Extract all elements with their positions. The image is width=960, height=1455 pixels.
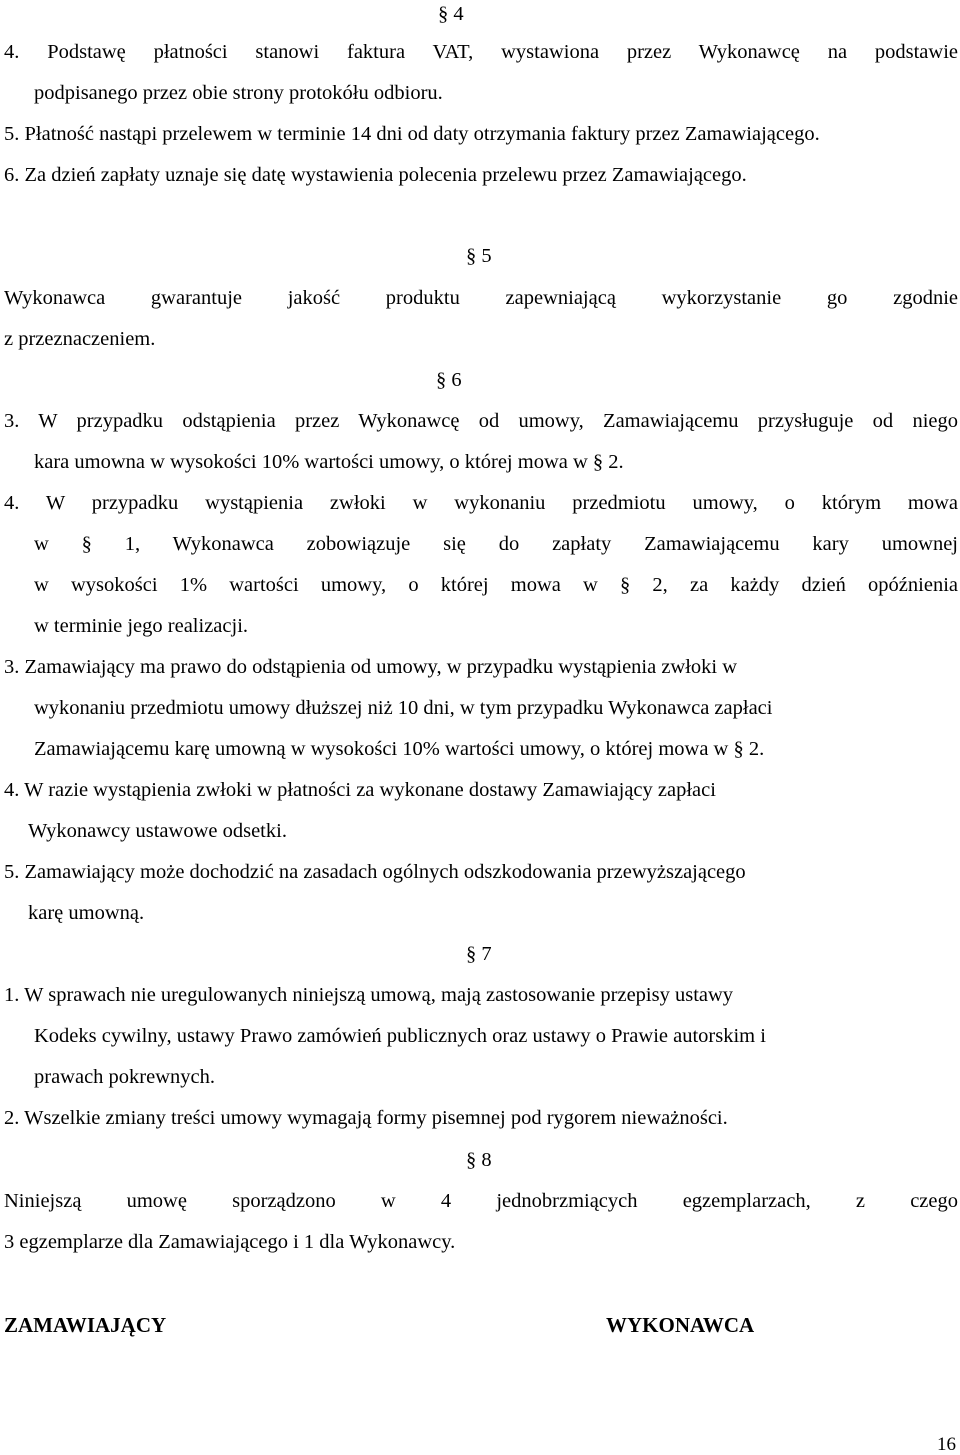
section-6-line-9: Zamawiającemu karę umowną w wysokości 10% wartości umowy, o której mowa w § 2. bbox=[34, 738, 765, 760]
section-6-heading: § 6 bbox=[436, 369, 462, 391]
page-number: 16 bbox=[937, 1434, 956, 1455]
signature-wykonawca: WYKONAWCA bbox=[606, 1313, 755, 1337]
section-5-heading: § 5 bbox=[466, 245, 492, 267]
section-6-line-4: w § 1, Wykonawca zobowiązuje się do zapłaty Zamawiającemu kary umownej bbox=[34, 533, 958, 555]
section-6-line-5: w wysokości 1% wartości umowy, o której mowa w § 2, za każdy dzień opóźnienia bbox=[34, 574, 958, 596]
section-6-line-10: 4. W razie wystąpienia zwłoki w płatności za wykonane dostawy Zamawiający zapłaci bbox=[4, 779, 716, 801]
section-8-line-2: 3 egzemplarze dla Zamawiającego i 1 dla Wykonawcy. bbox=[4, 1231, 456, 1253]
section-5-line-2: z przeznaczeniem. bbox=[4, 328, 156, 350]
section-6-line-7: 3. Zamawiający ma prawo do odstąpienia od umowy, w przypadku wystąpienia zwłoki w bbox=[4, 656, 738, 678]
section-4-line-3: 5. Płatność nastąpi przelewem w terminie 14 dni od daty otrzymania faktury przez Zamawiającego. bbox=[4, 123, 820, 145]
section-4-line-2: podpisanego przez obie strony protokółu odbioru. bbox=[34, 82, 443, 104]
section-6-line-12: 5. Zamawiający może dochodzić na zasadach ogólnych odszkodowania przewyższającego bbox=[4, 861, 746, 883]
section-4-line-1: 4. Podstawę płatności stanowi faktura VAT, wystawiona przez Wykonawcę na podstawie bbox=[4, 41, 958, 63]
section-8-heading: § 8 bbox=[466, 1149, 492, 1171]
section-7-line-4: 2. Wszelkie zmiany treści umowy wymagają formy pisemnej pod rygorem nieważności. bbox=[4, 1107, 728, 1129]
section-6-line-11: Wykonawcy ustawowe odsetki. bbox=[28, 820, 287, 842]
section-6-line-1: 3. W przypadku odstąpienia przez Wykonawcę od umowy, Zamawiającemu przysługuje od niego bbox=[4, 410, 958, 432]
section-6-line-2: kara umowna w wysokości 10% wartości umowy, o której mowa w § 2. bbox=[34, 451, 624, 473]
signature-zamawiajacy: ZAMAWIAJĄCY bbox=[4, 1313, 167, 1337]
section-5-line-1: Wykonawca gwarantuje jakość produktu zapewniającą wykorzystanie go zgodnie bbox=[4, 287, 958, 309]
section-8-line-1: Niniejszą umowę sporządzono w 4 jednobrzmiących egzemplarzach, z czego bbox=[4, 1190, 958, 1212]
section-6-line-8: wykonaniu przedmiotu umowy dłuższej niż 10 dni, w tym przypadku Wykonawca zapłaci bbox=[34, 697, 773, 719]
section-6-line-6: w terminie jego realizacji. bbox=[34, 615, 249, 637]
section-4-line-4: 6. Za dzień zapłaty uznaje się datę wystawienia polecenia przelewu przez Zamawiającego. bbox=[4, 164, 747, 186]
section-7-line-3: prawach pokrewnych. bbox=[34, 1066, 216, 1088]
section-7-heading: § 7 bbox=[466, 943, 492, 965]
section-6-line-13: karę umowną. bbox=[28, 902, 145, 924]
section-7-line-2: Kodeks cywilny, ustawy Prawo zamówień publicznych oraz ustawy o Prawie autorskim i bbox=[34, 1025, 766, 1047]
section-7-line-1: 1. W sprawach nie uregulowanych niniejszą umową, mają zastosowanie przepisy ustawy bbox=[4, 984, 734, 1006]
section-4-heading: § 4 bbox=[438, 3, 464, 25]
section-6-line-3: 4. W przypadku wystąpienia zwłoki w wykonaniu przedmiotu umowy, o którym mowa bbox=[4, 492, 958, 514]
